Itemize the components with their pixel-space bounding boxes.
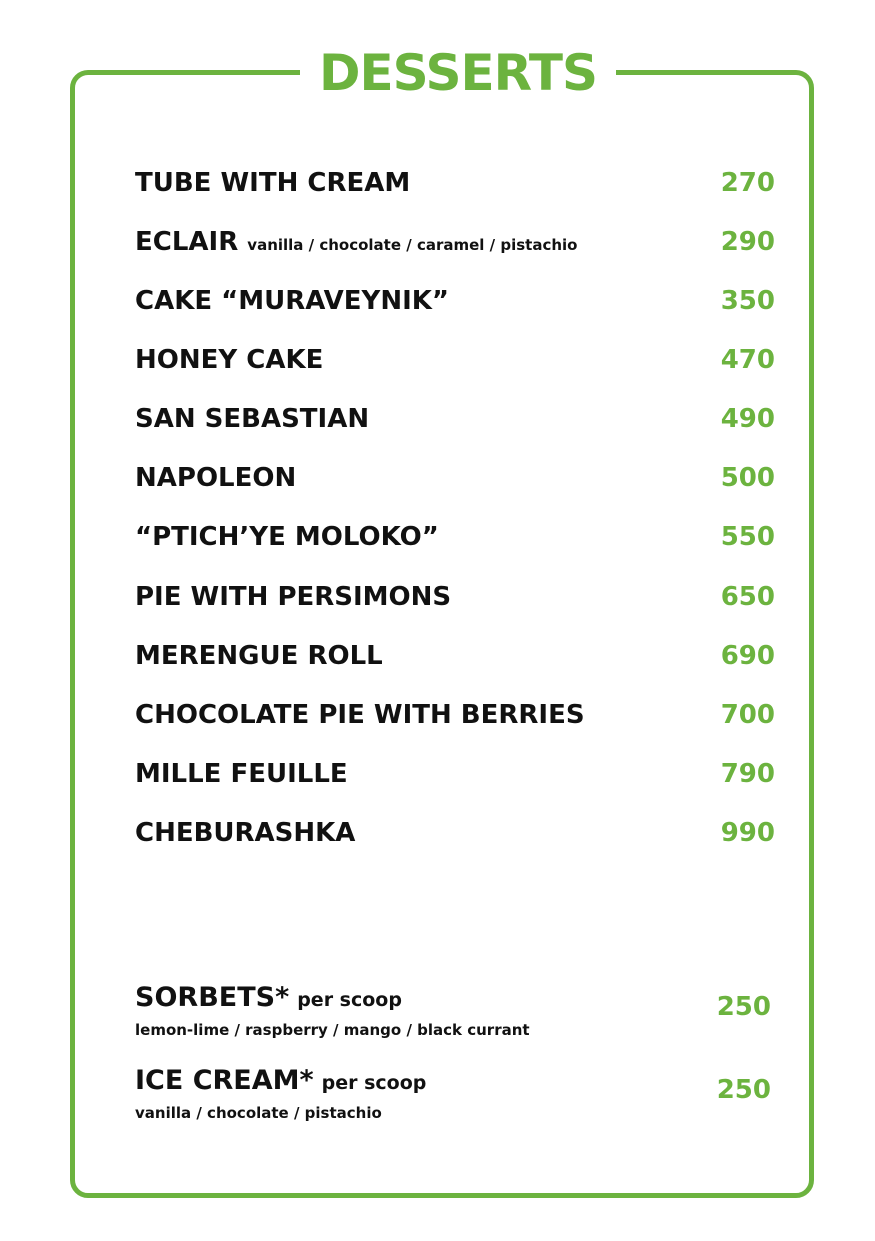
item-price: 270: [720, 168, 775, 198]
item-name: NAPOLEON: [135, 463, 297, 493]
special-flavors: vanilla / chocolate / pistachio: [135, 1104, 382, 1122]
item-name: CHOCOLATE PIE WITH BERRIES: [135, 700, 585, 730]
special-price: 250: [716, 1075, 771, 1105]
special-heading: [135, 982, 775, 1013]
item-price: 700: [720, 700, 775, 730]
item-name: CAKE “MURAVEYNIK”: [135, 286, 449, 316]
item-price: 500: [720, 463, 775, 493]
menu-item-cheburashka: [135, 813, 775, 853]
special-price: 250: [716, 992, 771, 1022]
special-flavors: lemon-lime / raspberry / mango / black currant: [135, 1021, 530, 1039]
item-name: MERENGUE ROLL: [135, 641, 383, 671]
item-note: vanilla / chocolate / caramel / pistachio: [247, 236, 578, 254]
item-price: 990: [720, 818, 775, 848]
item-name: CHEBURASHKA: [135, 818, 356, 848]
menu-item-mille-feuille: [135, 754, 775, 794]
menu-item-napoleon: [135, 458, 775, 498]
special-per-scoop: per scoop: [321, 1072, 427, 1094]
item-name: ECLAIR: [135, 227, 239, 257]
menu-special-ice-cream: [135, 1065, 775, 1122]
menu-item-merengue-roll: [135, 636, 775, 676]
menu-title: DESSERTS: [319, 44, 597, 102]
special-heading: [135, 1065, 775, 1096]
special-per-scoop: per scoop: [297, 989, 402, 1011]
item-price: 490: [720, 404, 775, 434]
menu-special-sorbets: [135, 982, 775, 1039]
item-name: PIE WITH PERSIMONS: [135, 582, 452, 612]
menu-item-san-sebastian: [135, 399, 775, 439]
item-price: 350: [720, 286, 775, 316]
menu-item-ptichye-moloko: [135, 517, 775, 557]
menu-item-pie-with-persimons: [135, 577, 775, 617]
item-name-with-note: [135, 227, 577, 257]
item-price: 290: [720, 227, 775, 257]
item-price: 690: [720, 641, 775, 671]
menu-item-chocolate-pie-with-berries: [135, 695, 775, 735]
special-name: SORBETS*: [135, 982, 290, 1013]
item-price: 790: [720, 759, 775, 789]
menu-title-container: [300, 38, 616, 108]
item-name: MILLE FEUILLE: [135, 759, 348, 789]
item-name: HONEY CAKE: [135, 345, 324, 375]
menu-item-tube-with-cream: [135, 163, 775, 203]
item-name: “PTICH’YE MOLOKO”: [135, 522, 439, 552]
special-name: ICE CREAM*: [135, 1065, 314, 1096]
item-name: SAN SEBASTIAN: [135, 404, 370, 434]
item-name: TUBE WITH CREAM: [135, 168, 411, 198]
menu-item-eclair: [135, 222, 775, 262]
item-price: 470: [720, 345, 775, 375]
menu-item-cake-muraveynik: [135, 281, 775, 321]
menu-item-honey-cake: [135, 340, 775, 380]
item-price: 550: [720, 522, 775, 552]
item-price: 650: [720, 582, 775, 612]
